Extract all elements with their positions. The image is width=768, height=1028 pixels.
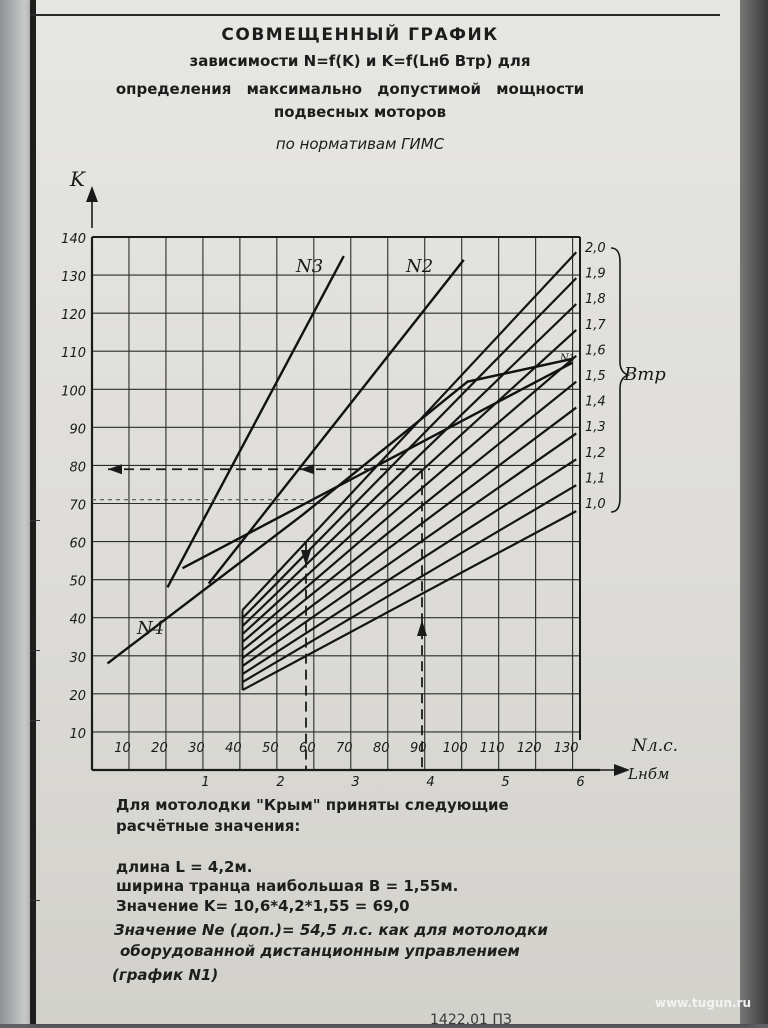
y-tick-label: 100: [61, 384, 86, 400]
b-lines: [243, 252, 577, 690]
x-tick-label-length: 6: [576, 775, 585, 790]
chart-axes: [86, 186, 630, 776]
b-label: 1,6: [585, 343, 606, 359]
x-tick-label-power: 80: [372, 741, 390, 756]
b-label: 1,7: [585, 317, 606, 333]
y-tick-label: 130: [61, 270, 86, 286]
x-tick-label-length: 2: [276, 775, 285, 790]
b-label: 1,9: [585, 266, 606, 282]
subtitle-line-2: определения максимально допустимой мощности: [115, 80, 585, 98]
x-tick-label-power: 110: [479, 741, 505, 756]
b-label: 1,0: [585, 497, 606, 512]
info-line-6: Значение Ne (доп.)= 54,5 л.с. как для мотолодки: [114, 921, 548, 939]
y-tick-label: 90: [69, 422, 86, 438]
right-axis-label: Bтр: [624, 364, 666, 385]
x-axis-top-label: Nл.с.: [632, 736, 679, 756]
x-tick-label-power: 20: [151, 741, 168, 756]
y-tick-label: 70: [69, 498, 86, 514]
info-line-2: расчётные значения:: [116, 817, 301, 835]
b-label: 2,0: [585, 241, 606, 256]
b-line: [243, 252, 577, 610]
b-label: 1,3: [585, 420, 606, 436]
subtitle-line-3: подвесных моторов: [273, 103, 447, 121]
y-tick-label: 40: [69, 612, 86, 628]
curve-label-n3: N3: [296, 256, 324, 277]
stamp-rule: [30, 520, 40, 521]
power-curve: [168, 256, 344, 587]
x-axis-bottom-label: Lнбм: [628, 765, 670, 783]
y-tick-label: 140: [61, 232, 86, 247]
x-tick-label-power: 10: [114, 741, 131, 756]
y-tick-label: 50: [69, 574, 86, 590]
stamp-rule: [30, 900, 40, 901]
power-curves: [108, 256, 576, 663]
info-line-3: длина L = 4,2м.: [116, 858, 253, 876]
subtitle-line-1: зависимости N=f(K) и K=f(Lнб Bтр) для: [189, 52, 531, 70]
info-line-5: Значение K= 10,6*4,2*1,55 = 69,0: [116, 897, 410, 915]
curve-label-n4: N4: [137, 618, 165, 639]
x-tick-label-power: 100: [442, 741, 468, 756]
b-line: [243, 408, 577, 659]
x-tick-labels: [114, 741, 584, 790]
b-line: [243, 356, 577, 642]
arrowhead-up: [417, 620, 427, 636]
x-tick-label-power: 40: [225, 741, 242, 756]
x-tick-label-length: 4: [426, 775, 435, 790]
x-tick-label-power: 130: [553, 741, 579, 756]
x-tick-label-power: 120: [516, 741, 542, 756]
info-line-7: оборудованной дистанционным управлением: [120, 942, 520, 960]
subtitle-line-4: по нормативам ГИМС: [275, 135, 445, 153]
x-tick-label-length: 5: [501, 775, 510, 790]
y-tick-labels: [61, 232, 86, 742]
x-tick-label-power: 90: [409, 741, 427, 756]
b-label: 1,1: [585, 471, 606, 487]
y-axis-arrowhead: [86, 186, 98, 202]
b-labels: [585, 241, 606, 512]
b-label: 1,5: [585, 369, 606, 384]
info-line-8: (график N1): [112, 966, 219, 984]
b-line: [243, 330, 577, 634]
y-tick-label: 10: [69, 726, 86, 742]
info-line-4: ширина транца наибольшая B = 1,55м.: [116, 877, 459, 895]
page-title: СОВМЕЩЕННЫЙ ГРАФИК: [221, 25, 499, 45]
b-label: 1,4: [585, 394, 606, 410]
stamp-rule: [30, 720, 40, 721]
y-tick-label: 110: [61, 346, 86, 362]
x-tick-label-length: 1: [201, 775, 210, 790]
curve-label-n1: N1: [560, 353, 576, 364]
x-tick-label-power: 50: [262, 741, 279, 756]
b-label: 1,2: [585, 445, 606, 461]
x-tick-label-length: 3: [351, 775, 360, 790]
stamp-rule: [30, 650, 40, 651]
y-tick-label: 80: [69, 460, 86, 476]
info-line-1: Для мотолодки "Крым" приняты следующие: [116, 796, 509, 814]
y-tick-label: 120: [61, 308, 86, 324]
document-number: 1422.01 ПЗ: [430, 1012, 512, 1028]
curve-label-n2: N2: [406, 256, 434, 277]
y-tick-label: 20: [69, 688, 86, 704]
x-tick-label-power: 30: [188, 741, 205, 756]
y-tick-label: 60: [69, 536, 86, 552]
x-tick-label-power: 60: [299, 741, 316, 756]
y-tick-label: 30: [69, 650, 86, 666]
y-axis-label: K: [70, 167, 85, 191]
x-tick-label-power: 70: [336, 741, 353, 756]
watermark: www.tugun.ru: [655, 996, 752, 1010]
b-label: 1,8: [585, 292, 606, 308]
